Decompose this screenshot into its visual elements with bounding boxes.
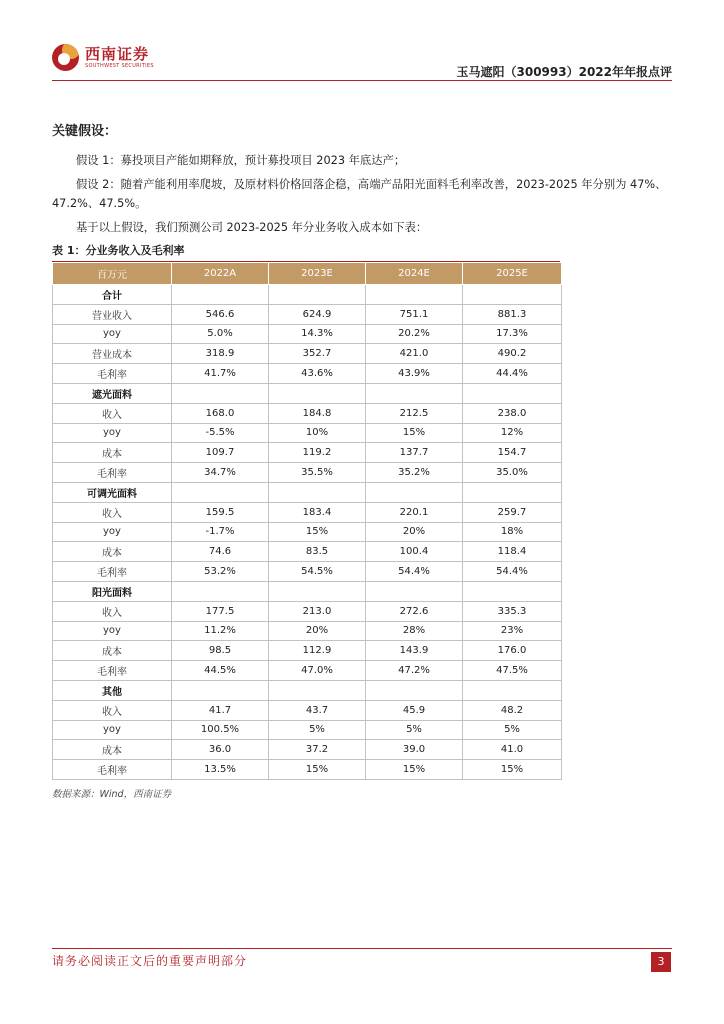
table-row	[53, 364, 562, 384]
table-cell: 15%	[366, 760, 463, 780]
column-header: 2025E	[463, 263, 562, 285]
table-cell: 54.5%	[269, 562, 366, 582]
table-cell	[172, 285, 269, 305]
table-title: 表 1：分业务收入及毛利率	[52, 242, 560, 262]
table-cell: 41.7%	[172, 364, 269, 384]
column-header: 2022A	[172, 263, 269, 285]
table-row	[53, 344, 562, 364]
segment-revenue-table	[52, 262, 562, 780]
table-cell: 100.5%	[172, 720, 269, 740]
table-cell: 15%	[463, 760, 562, 780]
table-cell: 98.5	[172, 641, 269, 661]
row-label: 毛利率	[53, 661, 172, 681]
row-label: yoy	[53, 720, 172, 740]
table-row	[53, 740, 562, 760]
row-label: 毛利率	[53, 463, 172, 483]
column-header: 2023E	[269, 263, 366, 285]
report-title: 玉马遮阳（300993）2022年年报点评	[456, 65, 672, 79]
table-cell: 624.9	[269, 304, 366, 324]
table-row	[53, 463, 562, 483]
logo-english-name: SOUTHWEST SECURITIES	[85, 62, 154, 69]
table-cell: 259.7	[463, 502, 562, 522]
table-cell: 143.9	[366, 641, 463, 661]
page-number: 3	[651, 952, 671, 972]
table-cell: 18%	[463, 522, 562, 542]
table-cell: 35.5%	[269, 463, 366, 483]
row-label: 毛利率	[53, 364, 172, 384]
table-cell	[269, 482, 366, 502]
table-row	[53, 720, 562, 740]
assumption-1: 假设 1：募投项目产能如期释放，预计募投项目 2023 年底达产；	[76, 154, 406, 167]
logo-emblem-icon	[52, 44, 79, 71]
row-label: 收入	[53, 601, 172, 621]
row-label: 毛利率	[53, 760, 172, 780]
table-cell: 43.7	[269, 700, 366, 720]
table-cell: 83.5	[269, 542, 366, 562]
table-cell: 39.0	[366, 740, 463, 760]
row-label: yoy	[53, 324, 172, 344]
table-cell: 35.0%	[463, 463, 562, 483]
table-cell: 272.6	[366, 601, 463, 621]
table-cell: 112.9	[269, 641, 366, 661]
table-cell: 41.7	[172, 700, 269, 720]
table-row	[53, 760, 562, 780]
row-label: 成本	[53, 443, 172, 463]
column-header: 2024E	[366, 263, 463, 285]
footer-divider	[52, 948, 672, 949]
table-cell	[463, 482, 562, 502]
table-cell: 44.5%	[172, 661, 269, 681]
footer-disclaimer: 请务必阅读正文后的重要声明部分	[52, 954, 248, 968]
table-cell: 184.8	[269, 403, 366, 423]
table-row	[53, 403, 562, 423]
table-cell: -1.7%	[172, 522, 269, 542]
table-cell: 154.7	[463, 443, 562, 463]
section-heading: 关键假设：	[52, 124, 118, 139]
table-group-row	[53, 581, 562, 601]
table-cell: 41.0	[463, 740, 562, 760]
table-cell: 20%	[269, 621, 366, 641]
table-cell: 168.0	[172, 403, 269, 423]
table-body	[53, 285, 562, 780]
table-cell	[269, 383, 366, 403]
table-cell: 238.0	[463, 403, 562, 423]
row-label: 成本	[53, 740, 172, 760]
table-cell	[366, 680, 463, 700]
table-group-row	[53, 285, 562, 305]
row-label: 收入	[53, 502, 172, 522]
row-label: 营业收入	[53, 304, 172, 324]
table-cell: 48.2	[463, 700, 562, 720]
segment-name: 阳光面料	[53, 581, 172, 601]
table-cell: 44.4%	[463, 364, 562, 384]
table-cell: 23%	[463, 621, 562, 641]
table-cell	[366, 482, 463, 502]
segment-name: 可调光面料	[53, 482, 172, 502]
table-group-row	[53, 482, 562, 502]
table-cell	[463, 581, 562, 601]
table-cell: 11.2%	[172, 621, 269, 641]
segment-name: 遮光面料	[53, 383, 172, 403]
row-label: yoy	[53, 522, 172, 542]
company-logo	[52, 44, 154, 71]
table-row	[53, 601, 562, 621]
table-cell: 352.7	[269, 344, 366, 364]
table-cell: 176.0	[463, 641, 562, 661]
table-cell: 751.1	[366, 304, 463, 324]
table-cell: 421.0	[366, 344, 463, 364]
table-cell: 53.2%	[172, 562, 269, 582]
row-label: 收入	[53, 700, 172, 720]
table-cell: 43.6%	[269, 364, 366, 384]
table-row	[53, 443, 562, 463]
row-label: yoy	[53, 423, 172, 443]
row-label: 收入	[53, 403, 172, 423]
table-cell: 881.3	[463, 304, 562, 324]
table-row	[53, 641, 562, 661]
table-cell: 546.6	[172, 304, 269, 324]
table-cell: 490.2	[463, 344, 562, 364]
table-row	[53, 502, 562, 522]
table-row	[53, 304, 562, 324]
table-cell: 13.5%	[172, 760, 269, 780]
table-cell: 118.4	[463, 542, 562, 562]
table-cell: 10%	[269, 423, 366, 443]
table-cell: 47.5%	[463, 661, 562, 681]
table-row	[53, 661, 562, 681]
row-label: 毛利率	[53, 562, 172, 582]
table-cell: 177.5	[172, 601, 269, 621]
row-label: 营业成本	[53, 344, 172, 364]
table-cell: 20%	[366, 522, 463, 542]
table-cell: 119.2	[269, 443, 366, 463]
table-group-row	[53, 383, 562, 403]
table-row	[53, 423, 562, 443]
table-cell	[172, 581, 269, 601]
table-cell	[172, 383, 269, 403]
table-cell: 28%	[366, 621, 463, 641]
row-label: 成本	[53, 641, 172, 661]
table-cell: 15%	[269, 522, 366, 542]
table-cell	[366, 383, 463, 403]
table-cell	[463, 383, 562, 403]
table-cell: 54.4%	[366, 562, 463, 582]
table-cell	[269, 581, 366, 601]
table-cell	[269, 680, 366, 700]
table-cell: 54.4%	[463, 562, 562, 582]
logo-chinese-name: 西南证券	[85, 44, 150, 63]
row-label: 成本	[53, 542, 172, 562]
table-cell	[172, 680, 269, 700]
table-row	[53, 324, 562, 344]
table-cell: 220.1	[366, 502, 463, 522]
table-cell: -5.5%	[172, 423, 269, 443]
table-row	[53, 522, 562, 542]
table-cell: 14.3%	[269, 324, 366, 344]
table-cell: 47.0%	[269, 661, 366, 681]
table-cell	[366, 581, 463, 601]
assumption-2: 假设 2：随着产能利用率爬坡，及原材料价格回落企稳，高端产品阳光面料毛利率改善，2023-2025 年分别为 47%、47.2%、47.5%。	[52, 178, 667, 210]
row-label: yoy	[53, 621, 172, 641]
header-divider	[52, 80, 672, 81]
table-cell	[269, 285, 366, 305]
table-cell	[366, 285, 463, 305]
table-cell: 159.5	[172, 502, 269, 522]
table-cell: 74.6	[172, 542, 269, 562]
table-cell: 183.4	[269, 502, 366, 522]
table-row	[53, 562, 562, 582]
segment-name: 合计	[53, 285, 172, 305]
table-row	[53, 621, 562, 641]
table-cell: 45.9	[366, 700, 463, 720]
column-header: 百万元	[53, 263, 172, 285]
table-cell: 109.7	[172, 443, 269, 463]
table-cell: 100.4	[366, 542, 463, 562]
table-cell	[463, 285, 562, 305]
logo-text	[85, 46, 154, 70]
data-source-note: 数据来源：Wind，西南证券	[52, 788, 172, 800]
table-cell: 37.2	[269, 740, 366, 760]
table-row	[53, 700, 562, 720]
table-cell: 36.0	[172, 740, 269, 760]
table-cell	[172, 482, 269, 502]
table-cell: 213.0	[269, 601, 366, 621]
table-group-row	[53, 680, 562, 700]
table-cell: 318.9	[172, 344, 269, 364]
table-cell: 34.7%	[172, 463, 269, 483]
table-cell: 12%	[463, 423, 562, 443]
table-cell: 17.3%	[463, 324, 562, 344]
table-cell: 5%	[269, 720, 366, 740]
table-cell: 20.2%	[366, 324, 463, 344]
forecast-intro: 基于以上假设，我们预测公司 2023-2025 年分业务收入成本如下表：	[76, 221, 428, 234]
table-cell: 15%	[269, 760, 366, 780]
table-cell: 43.9%	[366, 364, 463, 384]
table-cell: 212.5	[366, 403, 463, 423]
table-cell: 5%	[463, 720, 562, 740]
table-cell: 5.0%	[172, 324, 269, 344]
segment-name: 其他	[53, 680, 172, 700]
main-content	[52, 120, 672, 800]
table-cell: 47.2%	[366, 661, 463, 681]
table-cell	[463, 680, 562, 700]
table-cell: 137.7	[366, 443, 463, 463]
table-cell: 15%	[366, 423, 463, 443]
table-row	[53, 542, 562, 562]
table-cell: 335.3	[463, 601, 562, 621]
table-cell: 5%	[366, 720, 463, 740]
table-header-row	[53, 263, 562, 285]
table-cell: 35.2%	[366, 463, 463, 483]
